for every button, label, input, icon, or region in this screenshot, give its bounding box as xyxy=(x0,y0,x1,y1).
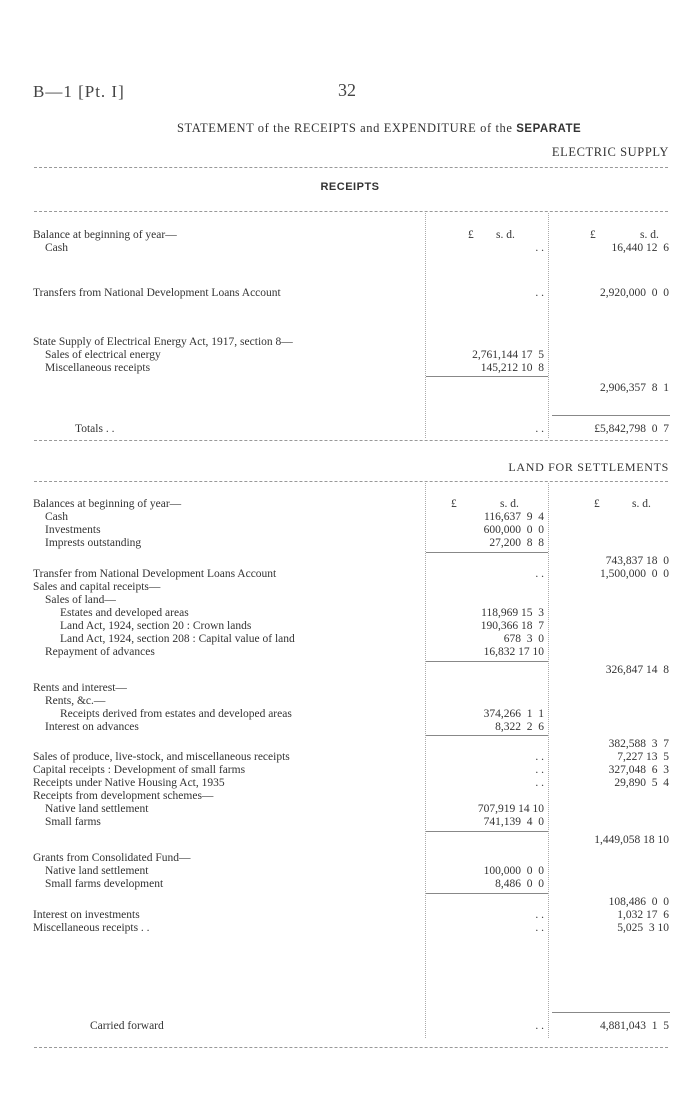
col1-sd-head: s. d. xyxy=(496,229,515,241)
statement-row xyxy=(0,1020,700,1033)
divider xyxy=(34,1047,668,1048)
statement-row xyxy=(0,834,700,847)
divider xyxy=(34,440,668,441)
row-label: Transfers from National Development Loans Account xyxy=(33,287,281,299)
row-label: Cash xyxy=(45,511,68,523)
statement-row xyxy=(0,349,700,362)
row-amount-inner: 118,969 15 3 xyxy=(481,607,544,619)
statement-row xyxy=(0,852,700,865)
statement-row xyxy=(0,695,700,708)
statement-row xyxy=(0,287,700,300)
subtotal-rule xyxy=(426,831,548,832)
row-amount-inner: . . xyxy=(535,922,544,934)
row-label: Repayment of advances xyxy=(45,646,155,658)
row-amount-inner: 741,139 4 0 xyxy=(483,816,544,828)
row-amount-inner: 27,200 8 8 xyxy=(489,537,544,549)
subtotal-rule xyxy=(426,735,548,736)
statement-row xyxy=(0,878,700,891)
row-amount-inner: 190,366 18 7 xyxy=(480,620,544,632)
statement-row xyxy=(0,803,700,816)
row-label: Interest on investments xyxy=(33,909,140,921)
col2-sd-head: s. d. xyxy=(640,229,659,241)
statement-row xyxy=(0,896,700,909)
row-amount-total: 108,486 0 0 xyxy=(608,896,669,908)
title-bold: SEPARATE xyxy=(516,123,582,135)
row-label: Cash xyxy=(45,242,68,254)
statement-row xyxy=(0,816,700,829)
statement-row xyxy=(0,721,700,734)
col1-pound-head: £ xyxy=(451,498,457,510)
page-number: 32 xyxy=(338,80,356,100)
row-amount-inner: 2,761,144 17 5 xyxy=(472,349,544,361)
statement-row xyxy=(0,382,700,395)
row-amount-total: 743,837 18 0 xyxy=(605,555,669,567)
statement-row xyxy=(0,751,700,764)
row-label: Grants from Consolidated Fund— xyxy=(33,852,191,864)
col2-pound-head: £ xyxy=(590,229,596,241)
row-amount-total: 1,500,000 0 0 xyxy=(600,568,669,580)
subtotal-rule xyxy=(426,893,548,894)
row-amount-total: 7,227 13 5 xyxy=(617,751,669,763)
row-amount-total: 382,588 3 7 xyxy=(608,738,669,750)
divider xyxy=(34,211,668,212)
row-amount-total: 4,881,043 1 5 xyxy=(600,1020,669,1032)
row-amount-total: £5,842,798 0 7 xyxy=(594,423,669,435)
statement-title-line1 xyxy=(177,121,581,136)
statement-row xyxy=(0,633,700,646)
row-label: Transfer from National Development Loans Account xyxy=(33,568,277,580)
statement-row xyxy=(0,620,700,633)
row-label: Interest on advances xyxy=(45,721,139,733)
statement-row xyxy=(0,555,700,568)
row-label: Imprests outstanding xyxy=(45,537,142,549)
land-settlements-heading: LAND FOR SETTLEMENTS xyxy=(508,460,669,474)
statement-row xyxy=(0,537,700,550)
receipts-heading: RECEIPTS xyxy=(320,181,380,193)
row-amount-inner: 8,322 2 6 xyxy=(495,721,544,733)
statement-row xyxy=(0,423,700,436)
row-amount-total: 5,025 3 10 xyxy=(617,922,669,934)
row-label: Rents, &c.— xyxy=(45,695,106,707)
row-label: Sales of land— xyxy=(45,594,116,606)
row-label: Miscellaneous receipts . . xyxy=(33,922,150,934)
row-amount-inner: 600,000 0 0 xyxy=(483,524,544,536)
row-label: State Supply of Electrical Energy Act, 1917, section 8— xyxy=(33,336,293,348)
statement-row xyxy=(0,865,700,878)
statement-row xyxy=(0,242,700,255)
row-label: Rents and interest— xyxy=(33,682,127,694)
row-amount-inner: 374,266 1 1 xyxy=(483,708,544,720)
row-amount-inner: . . xyxy=(535,1020,544,1032)
row-label: Capital receipts : Development of small farms xyxy=(33,764,246,776)
col2-pound-head: £ xyxy=(594,498,600,510)
row-label: Receipts derived from estates and developed areas xyxy=(60,708,292,720)
row-amount-inner: . . xyxy=(535,751,544,763)
row-amount-total: 327,048 6 3 xyxy=(608,764,669,776)
row-label: Sales and capital receipts— xyxy=(33,581,161,593)
row-label: Native land settlement xyxy=(45,803,149,815)
statement-row xyxy=(0,909,700,922)
row-amount-inner: . . xyxy=(535,777,544,789)
statement-row xyxy=(0,524,700,537)
total-rule xyxy=(552,415,670,416)
row-label: Carried forward xyxy=(90,1020,164,1032)
subtotal-rule xyxy=(426,552,548,553)
row-label: Receipts under Native Housing Act, 1935 xyxy=(33,777,225,789)
row-amount-inner: 100,000 0 0 xyxy=(483,865,544,877)
statement-row xyxy=(0,581,700,594)
statement-row xyxy=(0,646,700,659)
row-label: Totals . . xyxy=(75,423,115,435)
subtotal-rule xyxy=(426,376,548,377)
row-amount-total: 2,920,000 0 0 xyxy=(600,287,669,299)
row-amount-total: 16,440 12 6 xyxy=(611,242,669,254)
row-amount-inner: . . xyxy=(535,764,544,776)
row-amount-inner: 16,832 17 10 xyxy=(483,646,544,658)
row-amount-inner: 8,486 0 0 xyxy=(495,878,544,890)
statement-row xyxy=(0,790,700,803)
row-label: Miscellaneous receipts xyxy=(45,362,151,374)
row-amount-total: 1,449,058 18 10 xyxy=(594,834,669,846)
row-label: Native land settlement xyxy=(45,865,149,877)
statement-row xyxy=(0,708,700,721)
statement-row xyxy=(0,777,700,790)
statement-row xyxy=(0,594,700,607)
row-label: Sales of electrical energy xyxy=(45,349,161,361)
row-label: Small farms development xyxy=(45,878,164,890)
row-label: Estates and developed areas xyxy=(60,607,189,619)
statement-row xyxy=(0,738,700,751)
row-amount-inner: . . xyxy=(535,568,544,580)
statement-row xyxy=(0,336,700,349)
row-amount-inner: 678 3 0 xyxy=(503,633,544,645)
row-amount-inner: 116,637 9 4 xyxy=(484,511,544,523)
statement-title-line2: ELECTRIC SUPPLY xyxy=(551,145,669,159)
row-amount-inner: 145,212 10 8 xyxy=(480,362,544,374)
statement-row xyxy=(0,229,700,242)
row-amount-total: 2,906,357 8 1 xyxy=(600,382,669,394)
page-header-left: B—1 [Pt. I] xyxy=(33,82,125,101)
statement-row xyxy=(0,682,700,695)
total-rule xyxy=(552,1012,670,1013)
row-amount-inner: 707,919 14 10 xyxy=(477,803,544,815)
row-amount-total: 29,890 5 4 xyxy=(614,777,669,789)
statement-row xyxy=(0,922,700,935)
divider xyxy=(34,481,668,482)
row-label: Balance at beginning of year— xyxy=(33,229,177,241)
row-label: Small farms xyxy=(45,816,101,828)
row-amount-inner: . . xyxy=(535,287,544,299)
col2-sd-head: s. d. xyxy=(632,498,651,510)
row-label: Land Act, 1924, section 208 : Capital value of land xyxy=(60,633,295,645)
row-label: Balances at beginning of year— xyxy=(33,498,182,510)
row-label: Receipts from development schemes— xyxy=(33,790,214,802)
statement-row xyxy=(0,664,700,677)
statement-row xyxy=(0,362,700,375)
statement-row xyxy=(0,607,700,620)
row-amount-total: 326,847 14 8 xyxy=(605,664,669,676)
divider xyxy=(34,167,668,168)
statement-row xyxy=(0,568,700,581)
row-label: Sales of produce, live-stock, and miscellaneous receipts xyxy=(33,751,290,763)
row-amount-inner: . . xyxy=(535,909,544,921)
col1-pound-head: £ xyxy=(468,229,474,241)
statement-row xyxy=(0,511,700,524)
statement-row xyxy=(0,764,700,777)
statement-row xyxy=(0,498,700,511)
row-label: Investments xyxy=(45,524,101,536)
row-label: Land Act, 1924, section 20 : Crown lands xyxy=(60,620,252,632)
row-amount-inner: . . xyxy=(535,242,544,254)
subtotal-rule xyxy=(426,661,548,662)
title-text: STATEMENT of the RECEIPTS and EXPENDITURE of the xyxy=(177,121,513,135)
col1-sd-head: s. d. xyxy=(500,498,519,510)
row-amount-total: 1,032 17 6 xyxy=(617,909,669,921)
row-amount-inner: . . xyxy=(535,423,544,435)
